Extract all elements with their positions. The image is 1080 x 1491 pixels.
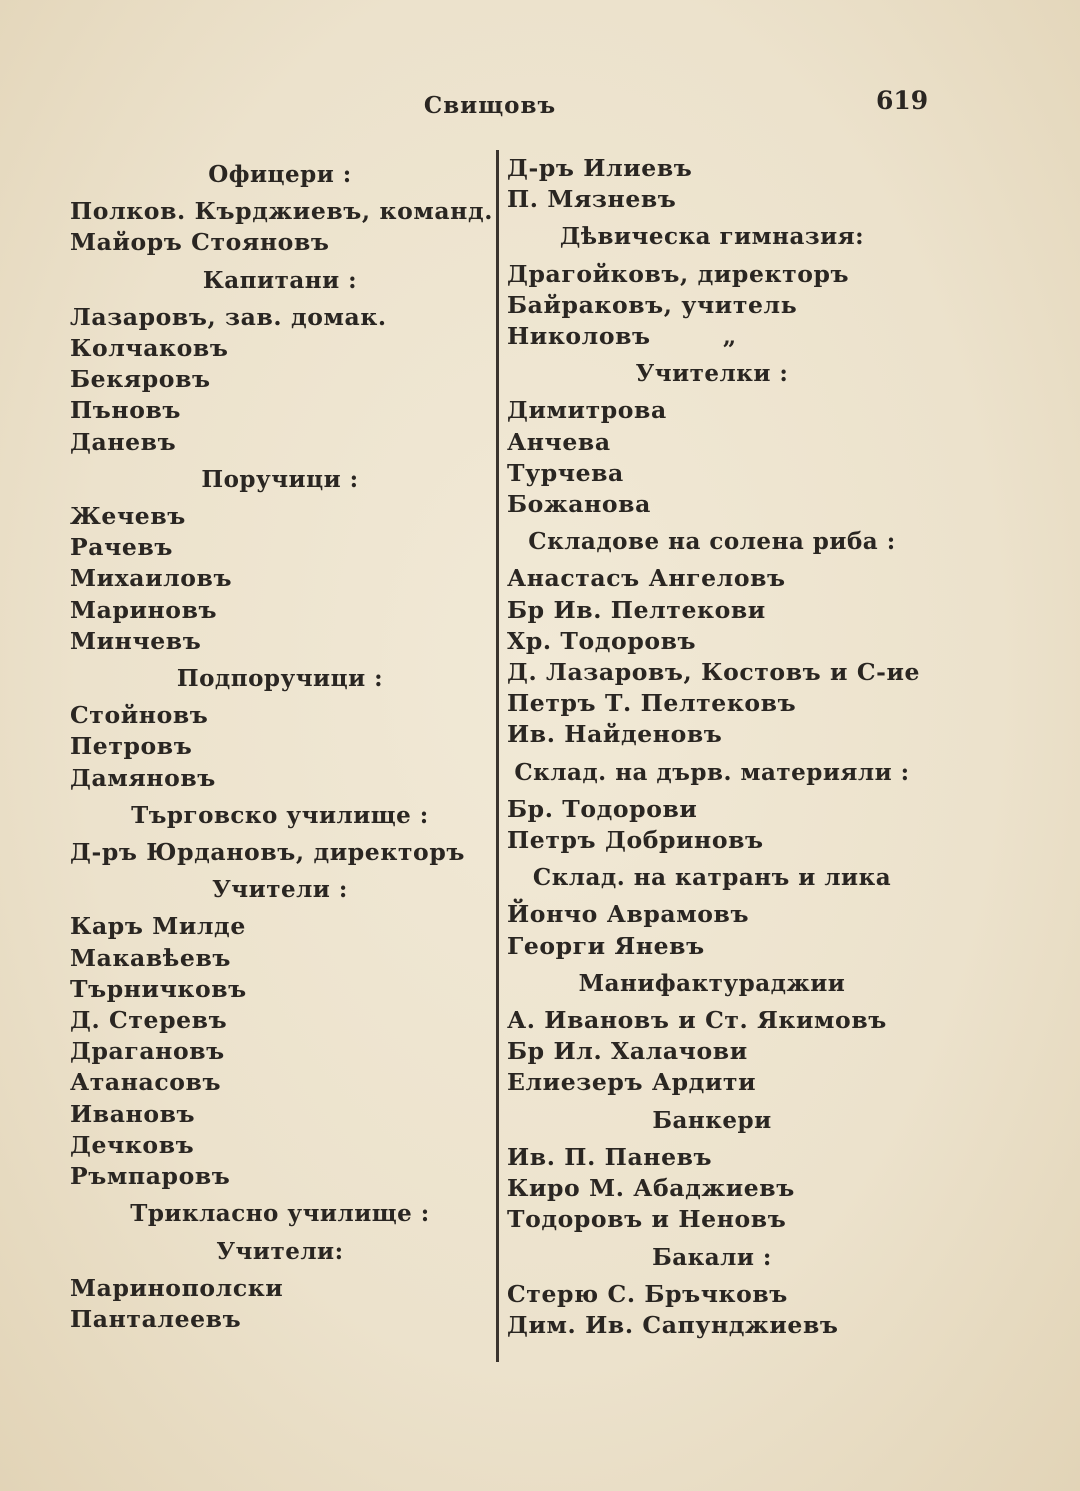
list-item-text: Макавѣевъ bbox=[70, 943, 231, 972]
list-item-text: Панталеевъ bbox=[70, 1304, 242, 1333]
list-item-text: Бр Ил. Халачови bbox=[507, 1037, 748, 1066]
list-item-text: Петръ Т. Пелтековъ bbox=[507, 689, 797, 718]
list-item-text: Маринополски bbox=[70, 1273, 284, 1302]
section-heading: Подпоручици : bbox=[176, 665, 384, 693]
list-item bbox=[70, 763, 490, 794]
list-item-text: Ивановъ bbox=[70, 1099, 196, 1128]
list-item bbox=[70, 333, 490, 364]
list-item-text: Дечковъ bbox=[70, 1130, 195, 1159]
list-item bbox=[70, 1036, 490, 1067]
list-item-text: Каръ Милде bbox=[70, 912, 246, 941]
list-item bbox=[507, 595, 917, 626]
section-heading: Учителки : bbox=[635, 360, 789, 388]
list-item bbox=[507, 395, 917, 426]
list-item bbox=[70, 1099, 490, 1130]
list-item bbox=[507, 427, 917, 458]
section-heading: Учители: bbox=[216, 1237, 344, 1265]
list-item bbox=[70, 595, 490, 626]
right-column bbox=[507, 153, 921, 1341]
section-heading: Търговско училище : bbox=[131, 801, 429, 829]
list-item-text: Николовъ bbox=[507, 322, 651, 351]
section-heading: Бакали : bbox=[652, 1243, 772, 1271]
list-item-text: Атанасовъ bbox=[70, 1068, 222, 1097]
list-item bbox=[70, 532, 490, 563]
list-item bbox=[507, 489, 917, 520]
list-item-text: Колчаковъ bbox=[70, 334, 229, 363]
page-header-title: Свищовъ bbox=[423, 92, 557, 119]
list-item bbox=[70, 731, 490, 762]
list-item bbox=[507, 1005, 917, 1036]
list-item bbox=[507, 321, 917, 352]
list-item bbox=[507, 899, 917, 930]
list-item bbox=[507, 931, 917, 962]
list-item-text: Лазаровъ, зав. домак. bbox=[70, 302, 387, 331]
list-item-text: А. Ивановъ и Ст. Якимовъ bbox=[507, 1006, 887, 1035]
list-item bbox=[70, 1130, 490, 1161]
list-item-text: Стерю С. Бръчковъ bbox=[507, 1279, 788, 1308]
list-item bbox=[70, 427, 490, 458]
list-item-text: Дамяновъ bbox=[70, 763, 216, 792]
list-item bbox=[507, 259, 917, 290]
list-item-text: Майоръ Стояновъ bbox=[70, 228, 330, 257]
list-item-text: Бр Ив. Пелтекови bbox=[507, 595, 766, 624]
list-item-text: Д. Лазаровъ, Костовъ и С-ие bbox=[507, 658, 921, 687]
list-item bbox=[70, 943, 490, 974]
list-item-text: Ръмпаровъ bbox=[70, 1162, 231, 1191]
section-heading: Складове на солена риба : bbox=[528, 528, 896, 556]
section-heading: Капитани : bbox=[202, 266, 358, 294]
list-item bbox=[507, 825, 917, 856]
list-item-text: Киро М. Абаджиевъ bbox=[507, 1174, 795, 1203]
list-item-text: Тодоровъ и Неновъ bbox=[507, 1205, 787, 1234]
list-item bbox=[70, 911, 490, 942]
list-item bbox=[507, 626, 917, 657]
list-item-text: Елиезеръ Ардити bbox=[507, 1068, 757, 1097]
section-heading: Банкери bbox=[652, 1106, 772, 1134]
list-item-text: Петровъ bbox=[70, 732, 193, 761]
ditto-mark: „ bbox=[722, 322, 737, 351]
list-item-text: Анчева bbox=[507, 427, 611, 456]
list-item bbox=[507, 1279, 917, 1310]
section-heading: Офицери : bbox=[208, 161, 352, 188]
list-item bbox=[70, 1005, 490, 1036]
list-item bbox=[507, 1142, 917, 1173]
list-item bbox=[70, 395, 490, 426]
list-item-text: Димитрова bbox=[507, 396, 667, 425]
list-item bbox=[507, 794, 917, 825]
list-item-text: Минчевъ bbox=[70, 626, 202, 655]
list-item-text: Д-ръ Юрдановъ, директоръ bbox=[70, 838, 465, 867]
list-item-text: Д. Стеревъ bbox=[70, 1006, 228, 1035]
list-item-text: Дим. Ив. Сапунджиевъ bbox=[507, 1310, 839, 1339]
section-heading: Манифактураджии bbox=[578, 969, 846, 997]
section-heading: Дѣвическа гимназия: bbox=[559, 223, 865, 251]
list-item bbox=[507, 1173, 917, 1204]
list-item-text: Търничковъ bbox=[70, 974, 247, 1003]
section-heading: Трикласно училище : bbox=[130, 1200, 430, 1228]
section-heading: Склад. на катранъ и лика bbox=[532, 864, 892, 892]
list-item-text: Стойновъ bbox=[70, 701, 209, 730]
list-item bbox=[507, 1310, 917, 1341]
page-number: 619 bbox=[876, 86, 929, 115]
list-item bbox=[507, 657, 921, 688]
section-heading: Учители : bbox=[212, 876, 348, 904]
list-item-text: Божанова bbox=[507, 490, 651, 519]
list-item: Д-ръ Илиевъ bbox=[507, 154, 693, 182]
list-item bbox=[70, 364, 490, 395]
list-item-text: Пъновъ bbox=[70, 396, 182, 425]
list-item-text: Драгойковъ, директоръ bbox=[507, 259, 850, 288]
left-column bbox=[70, 153, 494, 1335]
list-item bbox=[507, 290, 917, 321]
list-item bbox=[70, 837, 490, 868]
list-item: П. Мязневъ bbox=[507, 185, 677, 214]
list-item bbox=[507, 688, 917, 719]
list-item bbox=[70, 700, 490, 731]
list-item bbox=[70, 563, 490, 594]
list-item-text: Драгановъ bbox=[70, 1037, 225, 1066]
list-item bbox=[507, 1204, 917, 1235]
list-item bbox=[70, 1067, 490, 1098]
list-item bbox=[70, 974, 490, 1005]
list-item-text: Йончо Аврамовъ bbox=[507, 900, 750, 929]
list-item bbox=[507, 563, 917, 594]
list-item-text: Даневъ bbox=[70, 427, 177, 456]
list-item-text: Георги Яневъ bbox=[507, 931, 705, 960]
list-item-text: Хр. Тодоровъ bbox=[507, 626, 697, 655]
list-item bbox=[507, 1036, 917, 1067]
list-item bbox=[507, 1067, 917, 1098]
section-heading: Поручици : bbox=[201, 465, 359, 493]
list-item-text: Ив. Найденовъ bbox=[507, 720, 723, 749]
list-item-text: Жечевъ bbox=[70, 502, 186, 531]
list-item bbox=[70, 501, 490, 532]
list-item bbox=[70, 1161, 490, 1192]
list-item bbox=[70, 626, 490, 657]
section-heading: Склад. на дърв. материяли : bbox=[514, 758, 910, 786]
list-item bbox=[70, 227, 490, 258]
list-item-text: Турчева bbox=[507, 458, 624, 487]
list-item-text: Бекяровъ bbox=[70, 365, 211, 394]
list-item-text: Полков. Кърджиевъ, команд. bbox=[70, 197, 494, 226]
list-item-text: Мариновъ bbox=[70, 595, 218, 624]
list-item bbox=[70, 302, 490, 333]
list-item-text: Михаиловъ bbox=[70, 564, 233, 593]
list-item-text: Петръ Добриновъ bbox=[507, 826, 764, 855]
list-item-text: Бр. Тодорови bbox=[507, 794, 698, 823]
list-item-text: Анастасъ Ангеловъ bbox=[507, 564, 786, 593]
list-item bbox=[70, 196, 494, 227]
list-item bbox=[70, 1273, 490, 1304]
list-item-text: Рачевъ bbox=[70, 533, 174, 562]
list-item bbox=[507, 719, 917, 750]
list-item bbox=[70, 1304, 490, 1335]
list-item-text: Ив. П. Паневъ bbox=[507, 1142, 713, 1171]
column-divider bbox=[496, 150, 499, 1362]
list-item-text: Байраковъ, учитель bbox=[507, 290, 798, 319]
list-item bbox=[507, 458, 917, 489]
